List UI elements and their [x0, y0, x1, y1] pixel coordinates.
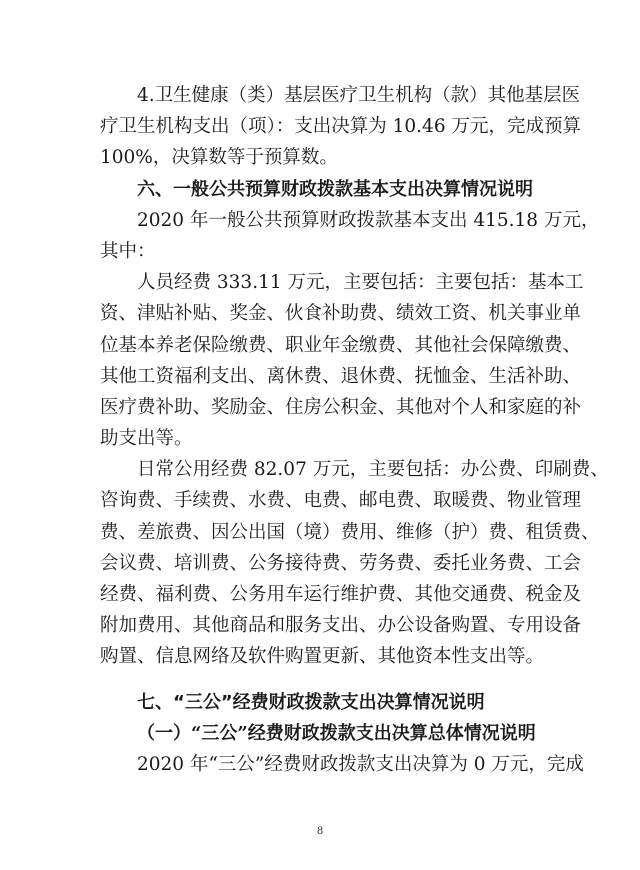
text-line: 会议费、培训费、公务接待费、劳务费、委托业务费、工会 [100, 552, 582, 574]
text-line: 位基本养老保险缴费、职业年金缴费、其他社会保障缴费、 [100, 334, 582, 356]
text-line: 费、差旅费、因公出国（境）费用、维修（护）费、租赁费、 [100, 521, 600, 543]
paragraph-gap [100, 673, 548, 687]
page-body [100, 80, 609, 780]
text-line: 其中： [100, 240, 156, 262]
text-line: 附加费用、其他商品和服务支出、办公设备购置、专用设备 [100, 615, 582, 637]
section-heading-6: 六、一般公共预算财政拨款基本支出决算情况说明 [137, 178, 533, 200]
text-line: 购置、信息网络及软件购置更新、其他资本性支出等。 [100, 646, 545, 668]
page-number: 8 [316, 826, 324, 837]
text-line: 咨询费、手续费、水费、电费、邮电费、取暖费、物业管理 [100, 490, 582, 512]
text-line: 资、津贴补贴、奖金、伙食补助费、绩效工资、机关事业单 [100, 303, 582, 325]
text-line: 2020 年“三公”经费财政拨款支出决算为 0 万元，完成 [137, 753, 584, 775]
text-line: 其他工资福利支出、离休费、退休费、抚恤金、生活补助、 [100, 365, 582, 387]
text-line: 日常公用经费 82.07 万元，主要包括：办公费、印刷费、 [137, 459, 609, 481]
text-line: 医疗费补助、奖励金、住房公积金、其他对个人和家庭的补 [100, 396, 582, 418]
text-line: 2020 年一般公共预算财政拨款基本支出 415.18 万元， [137, 209, 600, 231]
text-line: 4.卫生健康（类）基层医疗卫生机构（款）其他基层医 [137, 85, 581, 106]
text-line: 经费、福利费、公务用车运行维护费、其他交通费、税金及 [100, 584, 582, 605]
subsection-heading-1: （一）“三公”经费财政拨款支出决算总体情况说明 [137, 722, 536, 744]
text-line: 疗卫生机构支出（项）：支出决算为 10.46 万元，完成预算 [100, 116, 581, 138]
section-heading-7: 七、“三公”经费财政拨款支出决算情况说明 [137, 691, 485, 713]
text-line: 助支出等。 [100, 428, 193, 450]
text-line: 人员经费 333.11 万元，主要包括：主要包括：基本工 [137, 272, 584, 294]
text-line: 100%，决算数等于预算数。 [100, 147, 338, 169]
